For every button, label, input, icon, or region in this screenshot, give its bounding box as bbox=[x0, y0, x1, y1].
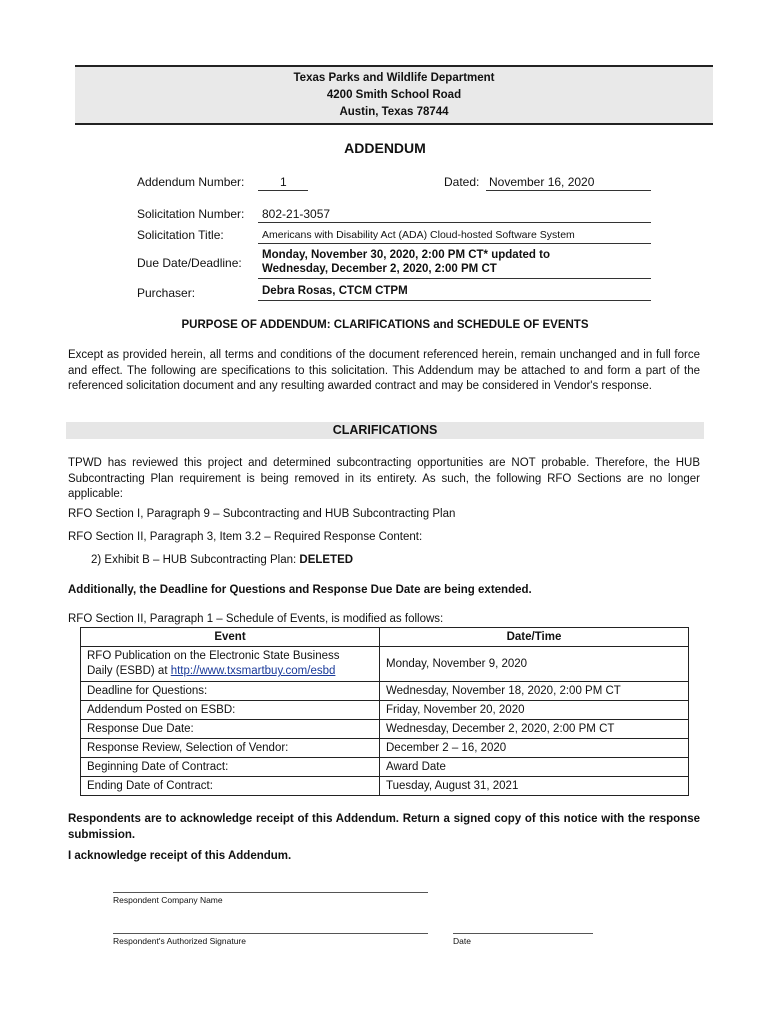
due-date-label: Due Date/Deadline: bbox=[137, 256, 242, 270]
org-address: 4200 Smith School Road bbox=[326, 88, 462, 101]
event-line-1: RFO Publication on the Electronic State Business bbox=[87, 650, 340, 662]
purchaser-value: Debra Rosas, CTCM CTPM bbox=[258, 285, 651, 301]
event-cell: Ending Date of Contract: bbox=[81, 777, 380, 796]
table-row bbox=[81, 647, 689, 682]
date-line[interactable] bbox=[453, 933, 593, 934]
org-name: Texas Parks and Wildlife Department bbox=[293, 71, 495, 84]
solicitation-number-value: 802-21-3057 bbox=[258, 207, 651, 223]
header-date-time: Date/Time bbox=[380, 628, 689, 647]
addendum-number-label: Addendum Number: bbox=[137, 175, 245, 189]
date-cell: December 2 – 16, 2020 bbox=[380, 739, 689, 758]
event-cell bbox=[81, 647, 380, 682]
clarification-line-1: RFO Section I, Paragraph 9 – Subcontracting and HUB Subcontracting Plan bbox=[68, 508, 456, 520]
date-caption: Date bbox=[453, 936, 471, 946]
event-cell: Addendum Posted on ESBD: bbox=[81, 701, 380, 720]
due-date-line-1: Monday, November 30, 2020, 2:00 PM CT* updated to bbox=[262, 249, 550, 261]
clarifications-heading: CLARIFICATIONS bbox=[66, 422, 704, 439]
solicitation-number-label: Solicitation Number: bbox=[137, 207, 245, 221]
table-row bbox=[81, 701, 689, 720]
due-date-line-2: Wednesday, December 2, 2020, 2:00 PM CT bbox=[262, 263, 497, 275]
esbd-link[interactable]: http://www.txsmartbuy.com/esbd bbox=[170, 665, 336, 677]
acknowledge-line: I acknowledge receipt of this Addendum. bbox=[68, 850, 292, 862]
header-event: Event bbox=[81, 628, 380, 647]
addendum-number-value: 1 bbox=[258, 175, 308, 191]
schedule-intro: RFO Section II, Paragraph 1 – Schedule of Events, is modified as follows: bbox=[68, 613, 444, 625]
document-title: ADDENDUM bbox=[344, 140, 426, 156]
event-line-2-text: Daily (ESBD) at bbox=[87, 665, 171, 677]
deleted-label: DELETED bbox=[299, 554, 354, 566]
purpose-heading: PURPOSE OF ADDENDUM: CLARIFICATIONS and SCHEDULE OF EVENTS bbox=[181, 319, 589, 331]
event-line-2 bbox=[87, 664, 373, 679]
clarifications-paragraph: TPWD has reviewed this project and determined subcontracting opportunities are NOT probable. Therefore, the HUB Subcontracting Plan requirement is being removed in its entirety. As such, the following RFO Sections are no longer applicable: bbox=[68, 457, 700, 500]
date-cell: Wednesday, December 2, 2020, 2:00 PM CT bbox=[380, 720, 689, 739]
clarification-line-3 bbox=[91, 554, 353, 566]
letterhead bbox=[75, 65, 713, 125]
table-row bbox=[81, 758, 689, 777]
solicitation-title-value: Americans with Disability Act (ADA) Cloud-hosted Software System bbox=[258, 228, 651, 244]
signature-line[interactable] bbox=[113, 933, 428, 934]
schedule-of-events-table bbox=[80, 627, 689, 796]
org-city: Austin, Texas 78744 bbox=[339, 105, 449, 118]
company-name-line[interactable] bbox=[113, 892, 428, 893]
date-cell: Tuesday, August 31, 2021 bbox=[380, 777, 689, 796]
dated-value: November 16, 2020 bbox=[486, 175, 651, 191]
clarification-line-3-text: 2) Exhibit B – HUB Subcontracting Plan: bbox=[91, 554, 300, 566]
clarification-line-2: RFO Section II, Paragraph 3, Item 3.2 – Required Response Content: bbox=[68, 531, 423, 543]
date-cell: Wednesday, November 18, 2020, 2:00 PM CT bbox=[380, 682, 689, 701]
event-cell: Deadline for Questions: bbox=[81, 682, 380, 701]
table-row bbox=[81, 720, 689, 739]
table-row bbox=[81, 739, 689, 758]
dated-label: Dated: bbox=[444, 175, 480, 189]
date-cell: Friday, November 20, 2020 bbox=[380, 701, 689, 720]
event-cell: Beginning Date of Contract: bbox=[81, 758, 380, 777]
due-date-value bbox=[258, 248, 651, 279]
table-header-row bbox=[81, 628, 689, 647]
table-row bbox=[81, 777, 689, 796]
table-row bbox=[81, 682, 689, 701]
date-cell: Monday, November 9, 2020 bbox=[380, 647, 689, 682]
event-cell: Response Review, Selection of Vendor: bbox=[81, 739, 380, 758]
date-cell: Award Date bbox=[380, 758, 689, 777]
solicitation-title-label: Solicitation Title: bbox=[137, 228, 224, 242]
event-cell: Response Due Date: bbox=[81, 720, 380, 739]
acknowledge-note: Respondents are to acknowledge receipt of this Addendum. Return a signed copy of this notice with the response submission. bbox=[68, 813, 700, 841]
deadline-extension-note: Additionally, the Deadline for Questions and Response Due Date are being extended. bbox=[68, 584, 532, 596]
signature-caption: Respondent's Authorized Signature bbox=[113, 936, 246, 946]
company-name-caption: Respondent Company Name bbox=[113, 895, 223, 905]
purchaser-label: Purchaser: bbox=[137, 286, 196, 300]
purpose-text: Except as provided herein, all terms and conditions of the document referenced herein, remain unchanged and in full force and effect. The following are specifications to this solicitation. This Addendum may be attached to and form a part of the referenced solicitation document and any resulting awarded contract and may be considered in Vendor's response. bbox=[68, 349, 700, 392]
